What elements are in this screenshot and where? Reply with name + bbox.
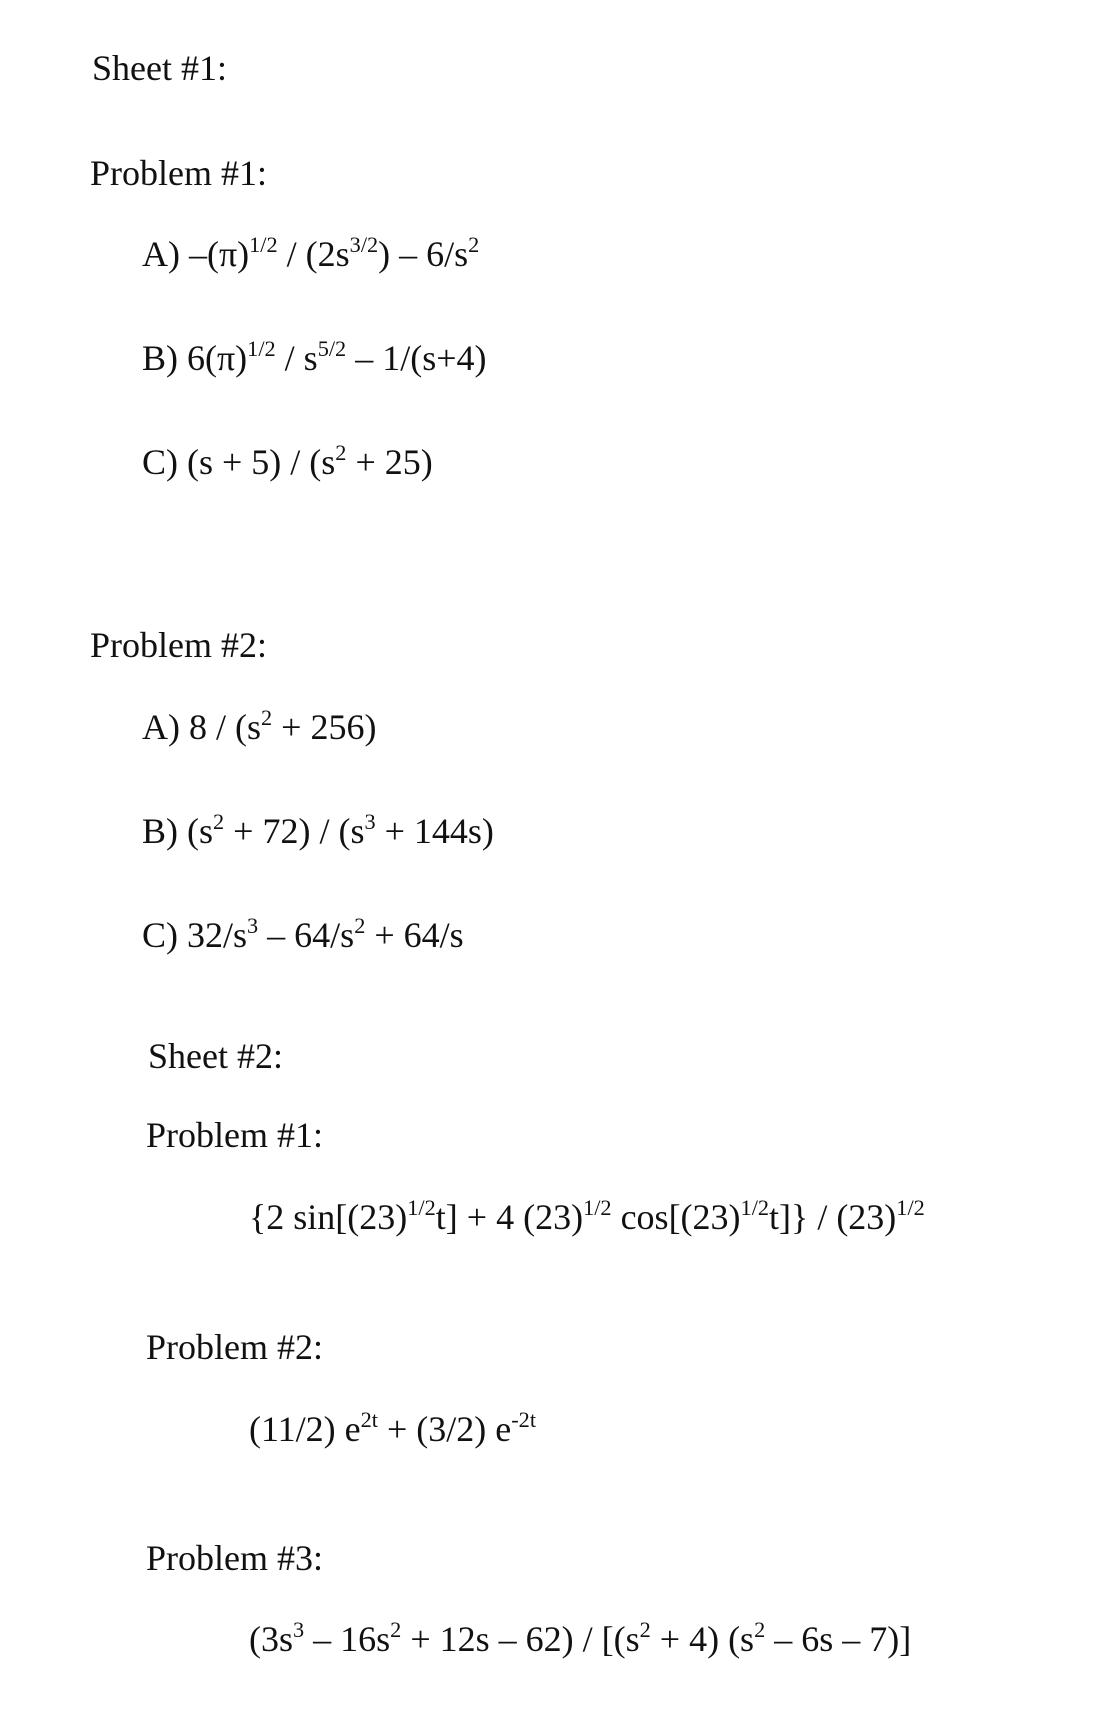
sheet1-problem1-heading: Problem #1:	[90, 153, 267, 193]
sheet1-problem1-answer-c: C) $(s + 5) / (s^2 + 25)$	[142, 440, 433, 482]
sheet2-problem3-answer: $(3s^3 - 16s^2 + 12s - 62) / [(s^2 + 4)$ $(s^2 - 6s - 7)$]	[249, 1617, 912, 1659]
sheet1-problem1-answer-b: B) $6(\pi)^{1/2} / s^{5/2} - 1/(s+4)$	[142, 336, 487, 378]
sheet1-problem2-answer-c: C) $32/s^3 - 64/s^2 + 64/s$	[142, 913, 464, 955]
sheet2-problem2-answer: (11/2) $e^{2t} + (3/2)$ $e^{-2t}$	[249, 1407, 537, 1449]
sheet1-heading: Sheet #1:	[92, 48, 227, 88]
sheet2-heading: Sheet #2:	[148, 1036, 283, 1076]
sheet2-problem2-heading: Problem #2:	[146, 1327, 323, 1367]
sheet2-problem1-answer: {2 $\sin[(23)^{1/2}t] + 4$ $(23)^{1/2}$ $\cos[(23)^{1/2}t]\} / (23)^{1/2}$	[249, 1195, 925, 1237]
sheet1-problem2-answer-a: A) $8 / (s^2 + 256)$	[142, 705, 377, 747]
sheet2-problem3-heading: Problem #3:	[146, 1538, 323, 1578]
sheet1-problem1-answer-a: A) $-(\pi)^{1/2} / (2s^{3/2}) - 6/s^2$	[142, 232, 480, 274]
sheet1-problem2-answer-b: B) $(s^2 + 72) / (s^3 + 144s)$	[142, 809, 494, 851]
sheet1-problem2-heading: Problem #2:	[90, 625, 267, 665]
sheet2-problem1-heading: Problem #1:	[146, 1115, 323, 1155]
